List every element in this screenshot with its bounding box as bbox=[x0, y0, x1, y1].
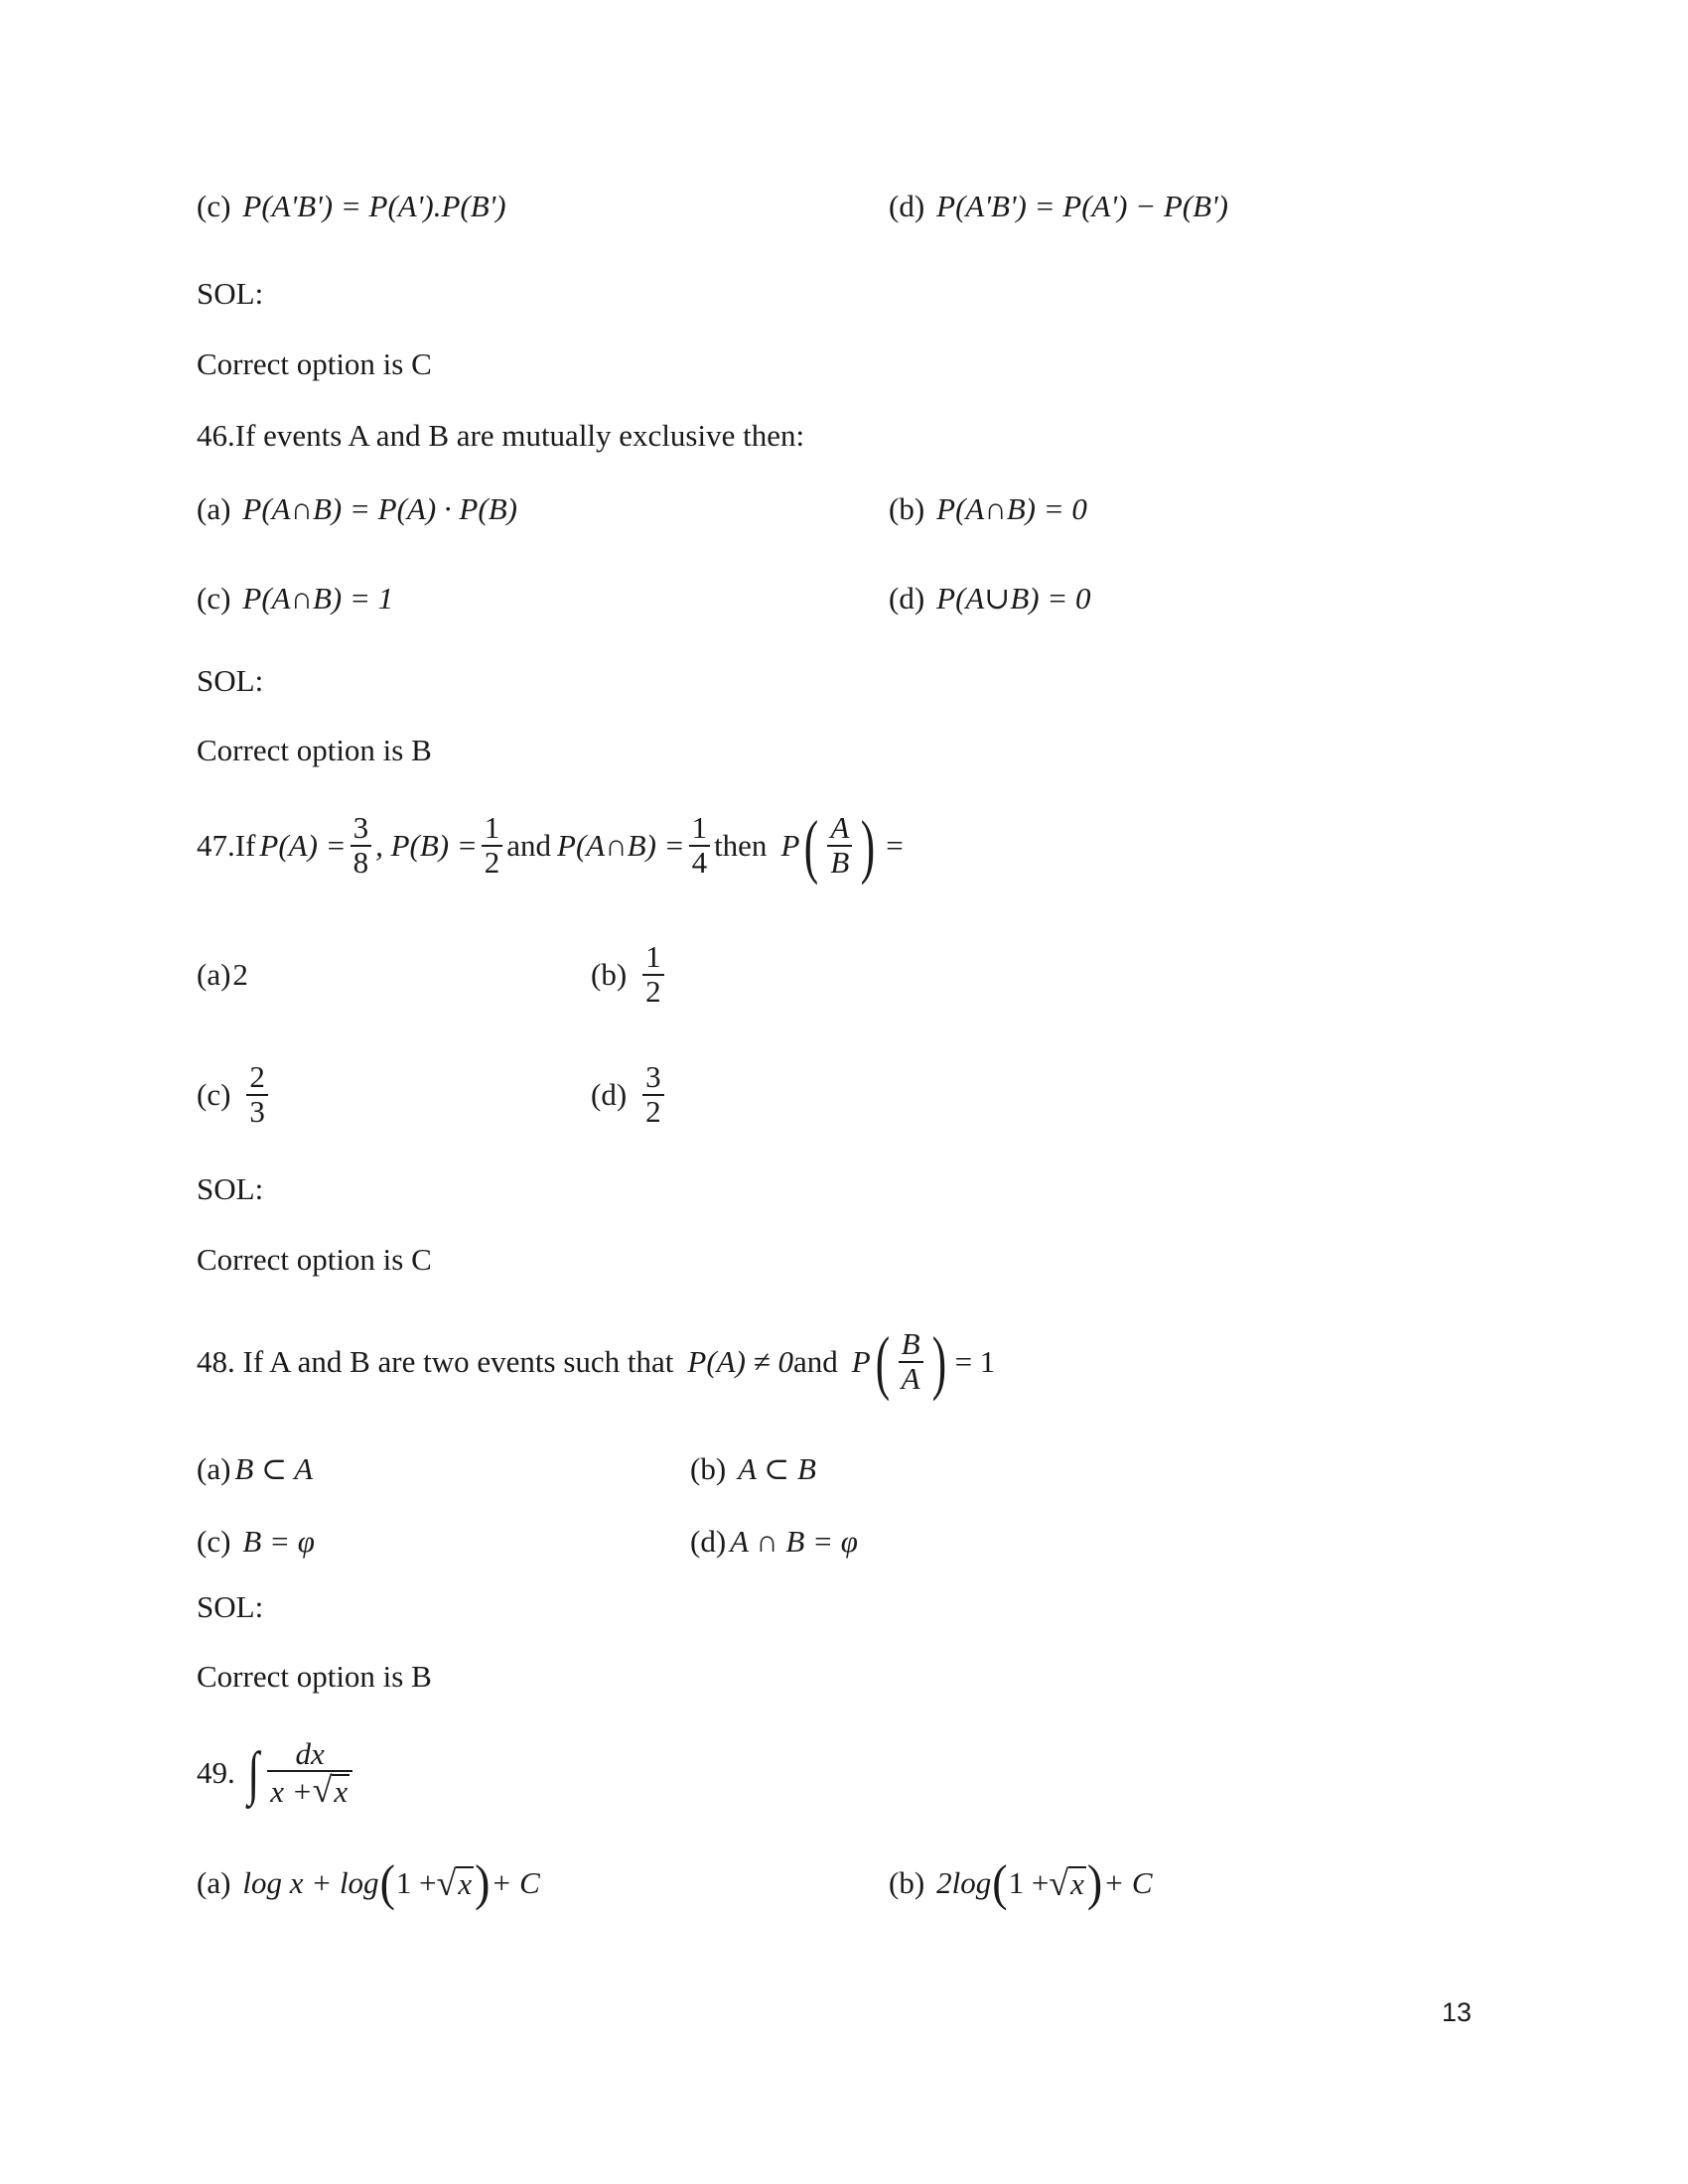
q46-options-row-1 bbox=[0, 491, 1688, 551]
q46-question: 46.If events A and B are mutually exclusive then: bbox=[197, 418, 805, 453]
q46-option-d: (d) P(A∪B) = 0 bbox=[889, 581, 1091, 615]
q48-answer: Correct option is B bbox=[197, 1659, 432, 1694]
q46-option-b: (b) P(A∩B) = 0 bbox=[889, 491, 1087, 526]
q47-pb-fraction: $\frac{1}{2}$ bbox=[482, 812, 503, 879]
q48-question: 48. If A and B are two events such that P(A) ≠ 0 and P ( $\frac{B}{A}$ ) = 1 bbox=[197, 1322, 996, 1402]
q46-answer: Correct option is B bbox=[197, 733, 432, 767]
q47-question: 47.If P(A) = $\frac{3}{8}$ , P(B) = $\frac{1}{2}$ and P(A∩B) = $\frac{1}{4}$ then P ( $\frac{A}{B}$ ) = bbox=[197, 806, 904, 886]
q49-integrand: dx x + √ x bbox=[267, 1738, 352, 1809]
q47-sol-label: SOL: bbox=[197, 1171, 264, 1206]
q48-sol-label: SOL: bbox=[197, 1589, 264, 1624]
q48-option-c: (c) B = φ bbox=[197, 1524, 315, 1559]
q47-answer: Correct option is C bbox=[197, 1242, 432, 1277]
q46-option-c: (c) P(A∩B) = 1 bbox=[197, 581, 394, 615]
q49-question: 49. ∫ dx x + √ x bbox=[197, 1725, 356, 1821]
q47-pab-fraction: $\frac{1}{4}$ bbox=[689, 812, 711, 879]
page-number: 13 bbox=[1442, 1997, 1473, 2027]
q47-option-d: (d) $\frac{3}{2}$ bbox=[591, 1055, 668, 1135]
sqrt-symbol: √ x bbox=[1049, 1863, 1084, 1903]
q48-option-b: (b) A ⊂ B bbox=[690, 1451, 816, 1486]
sqrt-symbol: √ x bbox=[312, 1770, 349, 1811]
q47-option-c: (c) $\frac{2}{3}$ bbox=[197, 1055, 272, 1135]
sqrt-symbol: √ x bbox=[436, 1863, 473, 1903]
q45-sol-label: SOL: bbox=[197, 276, 264, 311]
q46-option-a: (a) P(A∩B) = P(A) · P(B) bbox=[197, 491, 517, 526]
q46-options-row-2 bbox=[0, 581, 1688, 640]
q45-answer: Correct option is C bbox=[197, 346, 432, 381]
q47-option-b: (b) $\frac{1}{2}$ bbox=[591, 935, 668, 1015]
q47-conditional-fraction: $\frac{A}{B}$ bbox=[827, 812, 852, 879]
q46-sol-label: SOL: bbox=[197, 663, 264, 698]
q45-option-d: (d) P(A'B') = P(A') − P(B') bbox=[889, 189, 1229, 223]
q49-option-a: (a) log x + log ( 1 + √ x ) + C bbox=[197, 1854, 540, 1911]
q48-option-a: (a) B ⊂ A bbox=[197, 1451, 314, 1486]
integral-sign: ∫ bbox=[247, 1740, 259, 1806]
q45-options-row bbox=[0, 189, 1688, 248]
q47-option-a: (a) 2 bbox=[197, 957, 248, 992]
q49-option-b: (b) 2log ( 1 + √ x ) + C bbox=[889, 1854, 1153, 1911]
q48-option-d: (d) A ∩ B = φ bbox=[690, 1524, 858, 1559]
q45-option-c: (c) P(A'B') = P(A').P(B') bbox=[197, 189, 506, 223]
q47-pa-fraction: $\frac{3}{8}$ bbox=[351, 812, 372, 879]
q48-conditional-fraction: $\frac{B}{A}$ bbox=[899, 1328, 923, 1395]
